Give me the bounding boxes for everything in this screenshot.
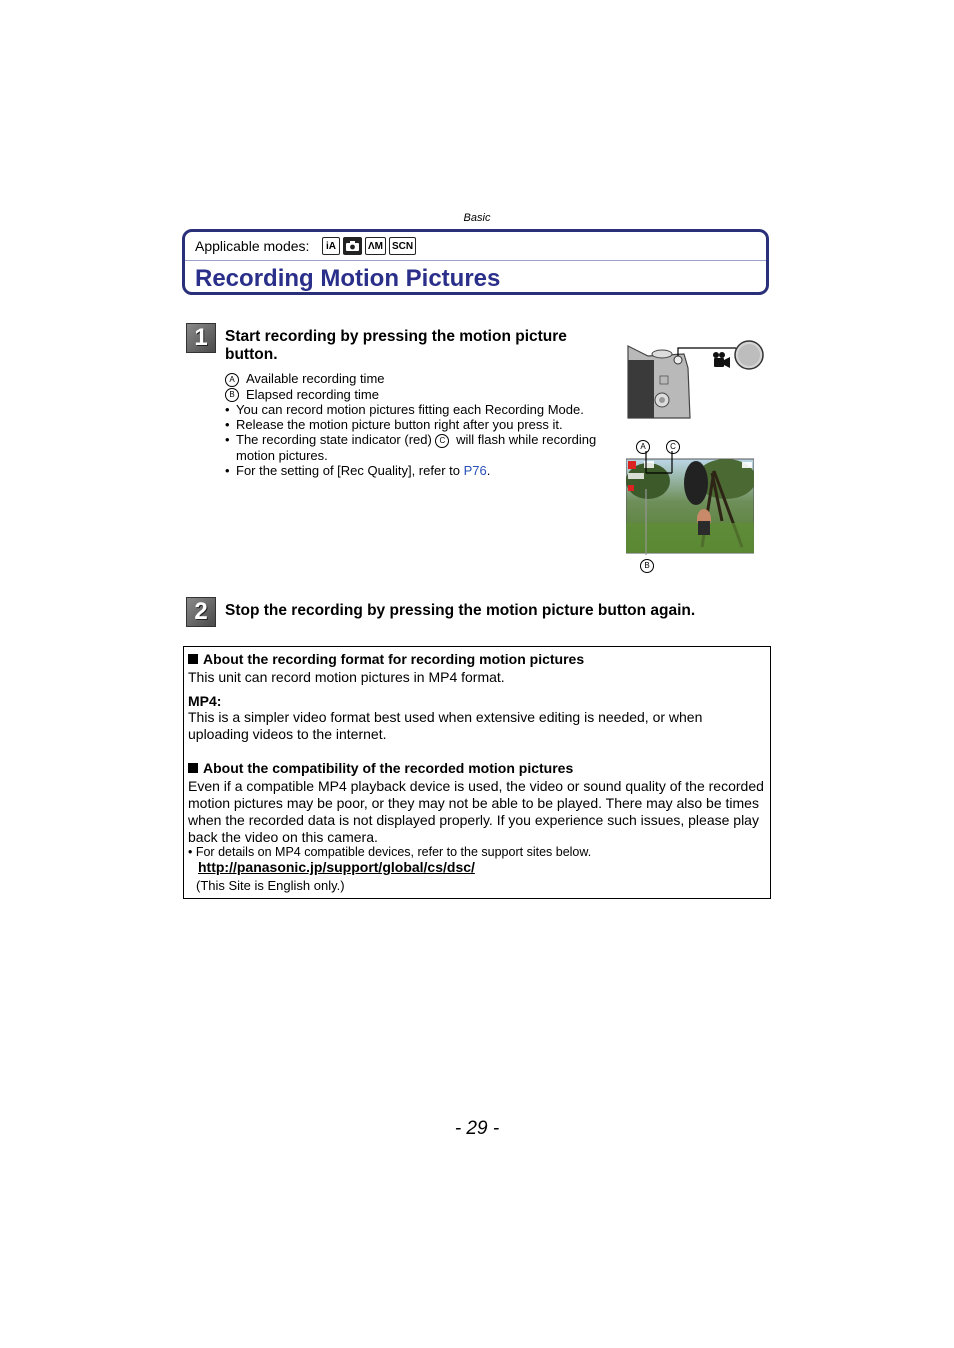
- applicable-modes-label: Applicable modes:: [195, 238, 310, 254]
- page-title: Recording Motion Pictures: [195, 265, 501, 292]
- list-item: • You can record motion pictures fitting each Recording Mode.: [225, 402, 625, 417]
- page-header: [182, 229, 769, 295]
- mp4-description: This is a simpler video format best used when extensive editing is needed, or when uploading videos to the internet.: [188, 709, 703, 742]
- scene-mode-icon: SCN: [389, 237, 416, 255]
- header-divider: [185, 260, 766, 261]
- list-item: • Release the motion picture button right after you press it.: [225, 417, 625, 432]
- square-bullet-icon: [188, 763, 198, 773]
- marker-b-icon: B: [225, 388, 239, 402]
- support-note: • For details on MP4 compatible devices, refer to the support sites below.: [188, 845, 592, 859]
- compatibility-text: Even if a compatible MP4 playback device is used, the video or sound quality of the recorded motion pictures may be poor, or they may not be able to be played. There may also be times when the recorded data is not displayed properly. If you experience such issues, please play back the video on this camera.: [188, 778, 764, 845]
- camera-icon: [343, 237, 362, 255]
- step-1-badge: 1: [186, 323, 216, 353]
- square-bullet-icon: [188, 654, 198, 664]
- marker-a-icon: A: [225, 373, 239, 387]
- url-note: (This Site is English only.): [196, 878, 345, 893]
- list-item: • For the setting of [Rec Quality], refer to P76.: [225, 463, 625, 478]
- legend-item: B Elapsed recording time: [225, 387, 625, 403]
- info-heading-format: About the recording format for recording motion pictures: [188, 651, 584, 667]
- movie-mode-icon: ΛM: [365, 237, 386, 255]
- figure-marker-a: A: [636, 438, 650, 456]
- section-label: Basic: [463, 212, 491, 224]
- support-url-link[interactable]: http://panasonic.jp/support/global/cs/dsc/: [198, 859, 475, 875]
- recording-screen-illustration: [626, 451, 754, 555]
- figure-marker-b: B: [640, 557, 654, 575]
- camera-top-illustration: [626, 338, 768, 420]
- legend-item: A Available recording time: [225, 371, 625, 387]
- intelligent-auto-icon: iA: [322, 237, 340, 255]
- step-2-title: Stop the recording by pressing the motion picture button again.: [225, 602, 696, 619]
- page-reference-link[interactable]: P76: [463, 462, 487, 478]
- figure-marker-c: C: [666, 438, 680, 456]
- info-format-text: This unit can record motion pictures in MP4 format.: [188, 669, 505, 685]
- mode-icons: [322, 237, 416, 255]
- mp4-label: MP4:: [188, 693, 222, 709]
- step-1-title: Start recording by pressing the motion picture button.: [225, 328, 567, 363]
- page-number: - 29 -: [454, 1118, 500, 1139]
- marker-c-icon: C: [435, 434, 449, 448]
- step-1-bullets: [225, 402, 625, 478]
- info-heading-compatibility: About the compatibility of the recorded motion pictures: [188, 760, 573, 776]
- step-2-badge: 2: [186, 597, 216, 627]
- info-box: [183, 646, 771, 899]
- step-1-body: [225, 371, 625, 478]
- list-item: • The recording state indicator (red) C will flash while recording motion pictures.: [225, 432, 625, 463]
